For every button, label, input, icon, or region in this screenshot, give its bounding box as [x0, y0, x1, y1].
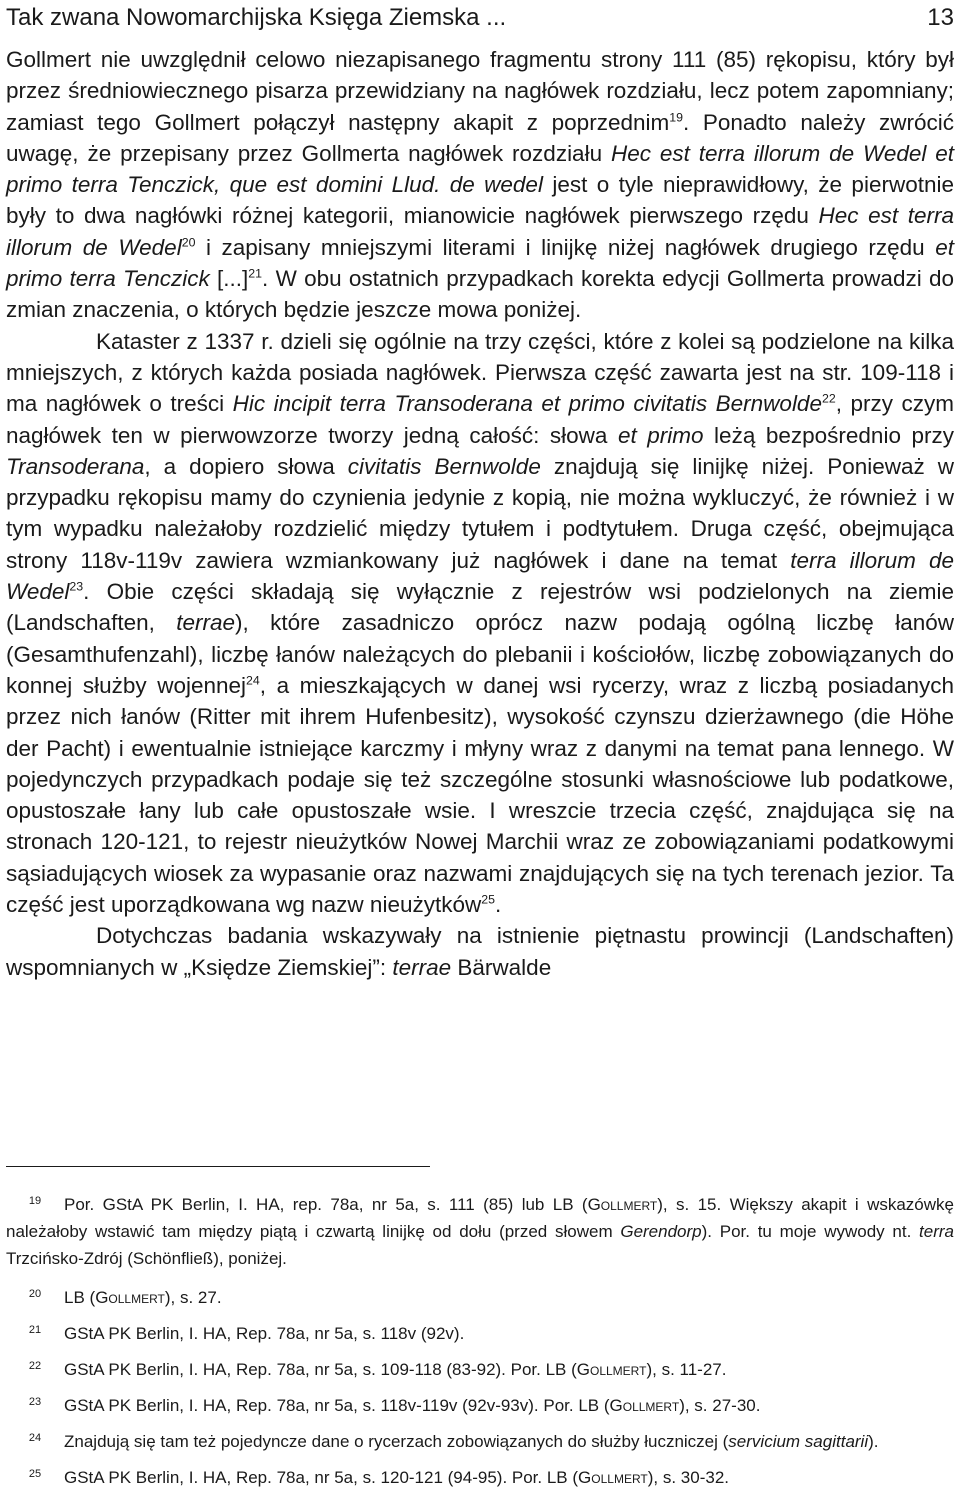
text-run: LB ( — [64, 1288, 96, 1307]
text-run: ), s. 15. Większy akapit i wskazówkę należałoby wstawić tam między piątą i czwartą linijkę od dołu (przed słowem — [6, 1195, 954, 1241]
smallcaps-run: Gollmert — [95, 1288, 165, 1307]
footnote-ref-22[interactable]: 22 — [821, 391, 836, 406]
footnote-number: 23 — [28, 1396, 42, 1408]
text-run: . Ponadto należy zwrócić uwagę, że przepisany przez Gollmerta nagłówek rozdziału — [6, 109, 955, 166]
italic-run: terrae — [176, 610, 236, 636]
text-run: i zapisany mniejszymi literami i linijkę niżej nagłówek drugiego rzędu — [195, 234, 936, 260]
text-run: ), s. 30-32. — [647, 1468, 729, 1487]
running-title: Tak zwana Nowomarchijska Księga Ziemska ... — [6, 4, 507, 31]
text-run: Bärwalde — [451, 954, 552, 980]
text-run: , przy czym nagłówek ten w pierwowzorze tworzy jedną całość: słowa — [6, 391, 954, 448]
text-run: . Obie części składają się wyłącznie z rejestrów wsi podzielonych na ziemie (Landschaften, — [6, 579, 954, 636]
footnote-ref-21[interactable]: 21 — [248, 266, 263, 281]
text-run: Dotychczas badania wskazywały na istnienie piętnastu prowincji (Landschaften) wspomnianych w „Księdze Ziemskiej”: — [6, 923, 954, 980]
text-run: , a dopiero słowa — [144, 453, 348, 479]
footnote-ref-24[interactable]: 24 — [246, 673, 260, 688]
footnote-ref-19[interactable]: 19 — [669, 110, 683, 125]
text-run: jest o tyle nieprawidłowy, że pierwotnie były to dwa nagłówki różnej kategorii, mianowicie nagłówek pierwszego rzędu — [6, 172, 954, 229]
text-run: GStA PK Berlin, I. HA, Rep. 78a, nr 5a, s. 120-121 (94-95). Por. LB ( — [64, 1468, 579, 1487]
footnote-ref-20[interactable]: 20 — [181, 235, 196, 250]
italic-run: et primo — [617, 422, 704, 448]
text-run: Trzcińsko-Zdrój (Schönfließ), poniżej. — [6, 1249, 287, 1268]
italic-run: terra — [919, 1222, 954, 1241]
footnote-number: 25 — [28, 1468, 42, 1480]
footnote-24 — [6, 1425, 954, 1455]
text-run: Znajdują się tam też pojedyncze dane o rycerzach zobowiązanych do służby łuczniczej ( — [64, 1432, 729, 1451]
italic-run: terrae — [392, 954, 452, 980]
main-text — [6, 44, 954, 983]
footnote-ref-25[interactable]: 25 — [481, 892, 495, 907]
text-run: GStA PK Berlin, I. HA, Rep. 78a, nr 5a, s. 118v (92v). — [64, 1324, 465, 1343]
text-run: Por. GStA PK Berlin, I. HA, rep. 78a, nr 5a, s. 111 (85) lub LB ( — [64, 1195, 588, 1214]
smallcaps-run: Gollmert — [609, 1396, 680, 1415]
footnotes — [6, 1188, 954, 1497]
paragraph-3 — [6, 920, 954, 983]
footnote-25 — [6, 1461, 954, 1491]
italic-run: Hec est terra illorum de Wedel et primo terra Tenczick, que est domini Llud. de wedel — [6, 140, 955, 198]
text-run: , a mieszkających w danej wsi rycerzy, wraz z liczbą posiadanych przez nich łanów (Ritter mit ihrem Hufenbesitz), wysokość czynszu dzierżawnego (die Höhe der Pacht) i ewentualnie istniejące karczmy i młyny wraz z danymi na temat pana lennego. W pojedynczych przypadkach podaje się też szczególne stosunki własnościowe lub podatkowe, opustoszałe łany lub całe opustoszałe wsie. I wreszcie trzecia część, znajdująca się na stronach 120-121, to rejestr nieużytków Nowej Marchii wraz ze zobowiązaniami podatkowymi sąsiadujących wiosek za wypasanie oraz nazwami znajdujących się na tych terenach jezior. Ta część jest uporządkowana wg nazw nieużytków — [6, 672, 954, 918]
text-run: Kataster z 1337 r. dzieli się ogólnie na trzy części, które z kolei są podzielone na kilka mniejszych, z których każda posiada nagłówek. Pierwsza część zawarta jest na str. 109-118 i ma nagłówek o treści — [6, 328, 954, 417]
paragraph-2 — [6, 326, 954, 921]
footnote-number: 21 — [28, 1324, 42, 1336]
italic-run: Hic incipit terra Transoderana et primo civitatis Bernwolde — [232, 391, 822, 417]
text-run: ). Por. tu moje wywody nt. — [701, 1222, 920, 1241]
text-run: ), które zasadniczo oprócz nazw podają ogólną liczbę łanów (Gesamthufenzahl), liczbę łanów należących do plebanii i kościołów, liczbę zobowiązanych do konnej służby wojennej — [6, 610, 954, 698]
italic-run: servicium sagittarii — [728, 1432, 869, 1451]
page-header — [6, 0, 954, 36]
text-run: ), s. 27. — [164, 1288, 222, 1307]
footnote-separator — [6, 1166, 430, 1167]
footnote-21 — [6, 1317, 954, 1347]
footnote-number: 20 — [28, 1288, 42, 1300]
footnote-ref-23[interactable]: 23 — [69, 579, 84, 594]
italic-run: Transoderana — [6, 453, 145, 479]
smallcaps-run: Gollmert — [578, 1468, 648, 1487]
text-run: ), s. 11-27. — [646, 1360, 727, 1379]
text-run: ). — [868, 1432, 879, 1451]
footnote-23 — [6, 1389, 954, 1419]
text-run: znajdują się linijkę niżej. Ponieważ w przypadku rękopisu mamy do czynienia jedynie z kopią, nie można wykluczyć, że również i w tym wypadku należałoby rozdzielić między tytułem i podtytułem. Druga część, obejmująca strony 118v-119v zawiera wzmiankowany już nagłówek i dane na temat — [6, 453, 954, 573]
text-run: leżą bezpośrednio przy — [703, 422, 954, 448]
text-run: . — [495, 892, 502, 918]
italic-run: civitatis Bernwolde — [347, 453, 541, 479]
paragraph-1 — [6, 44, 954, 326]
footnote-19 — [6, 1188, 954, 1272]
italic-run: Gerendorp — [620, 1222, 702, 1241]
italic-run: et primo terra Tenczick — [6, 234, 954, 292]
text-run: [...] — [209, 266, 249, 292]
text-run: GStA PK Berlin, I. HA, Rep. 78a, nr 5a, s. 118v-119v (92v-93v). Por. LB ( — [64, 1396, 610, 1415]
text-run: GStA PK Berlin, I. HA, Rep. 78a, nr 5a, s. 109-118 (83-92). Por. LB ( — [64, 1360, 577, 1379]
footnote-number: 19 — [28, 1195, 42, 1207]
footnote-number: 24 — [28, 1432, 42, 1444]
footnote-22 — [6, 1353, 954, 1383]
text-run: Gollmert nie uwzględnił celowo niezapisanego fragmentu strony 111 (85) rękopisu, który był przez średniowiecznego pisarza przewidziany na nagłówek rozdziału, lecz potem zapomniany; zamiast tego Gollmert połączył następny akapit z poprzednim — [6, 47, 954, 135]
italic-run: Hec est terra illorum de Wedel — [6, 203, 955, 260]
text-run: ), s. 27-30. — [679, 1396, 761, 1415]
text-run: . W obu ostatnich przypadkach korekta edycji Gollmerta prowadzi do zmian znaczenia, o których będzie jeszcze mowa poniżej. — [6, 266, 954, 323]
footnote-20 — [6, 1281, 954, 1311]
footnote-number: 22 — [28, 1360, 42, 1372]
smallcaps-run: Gollmert — [587, 1195, 658, 1214]
italic-run: terra illorum de Wedel — [6, 547, 954, 605]
page-number: 13 — [927, 4, 954, 31]
smallcaps-run: Gollmert — [576, 1360, 647, 1379]
